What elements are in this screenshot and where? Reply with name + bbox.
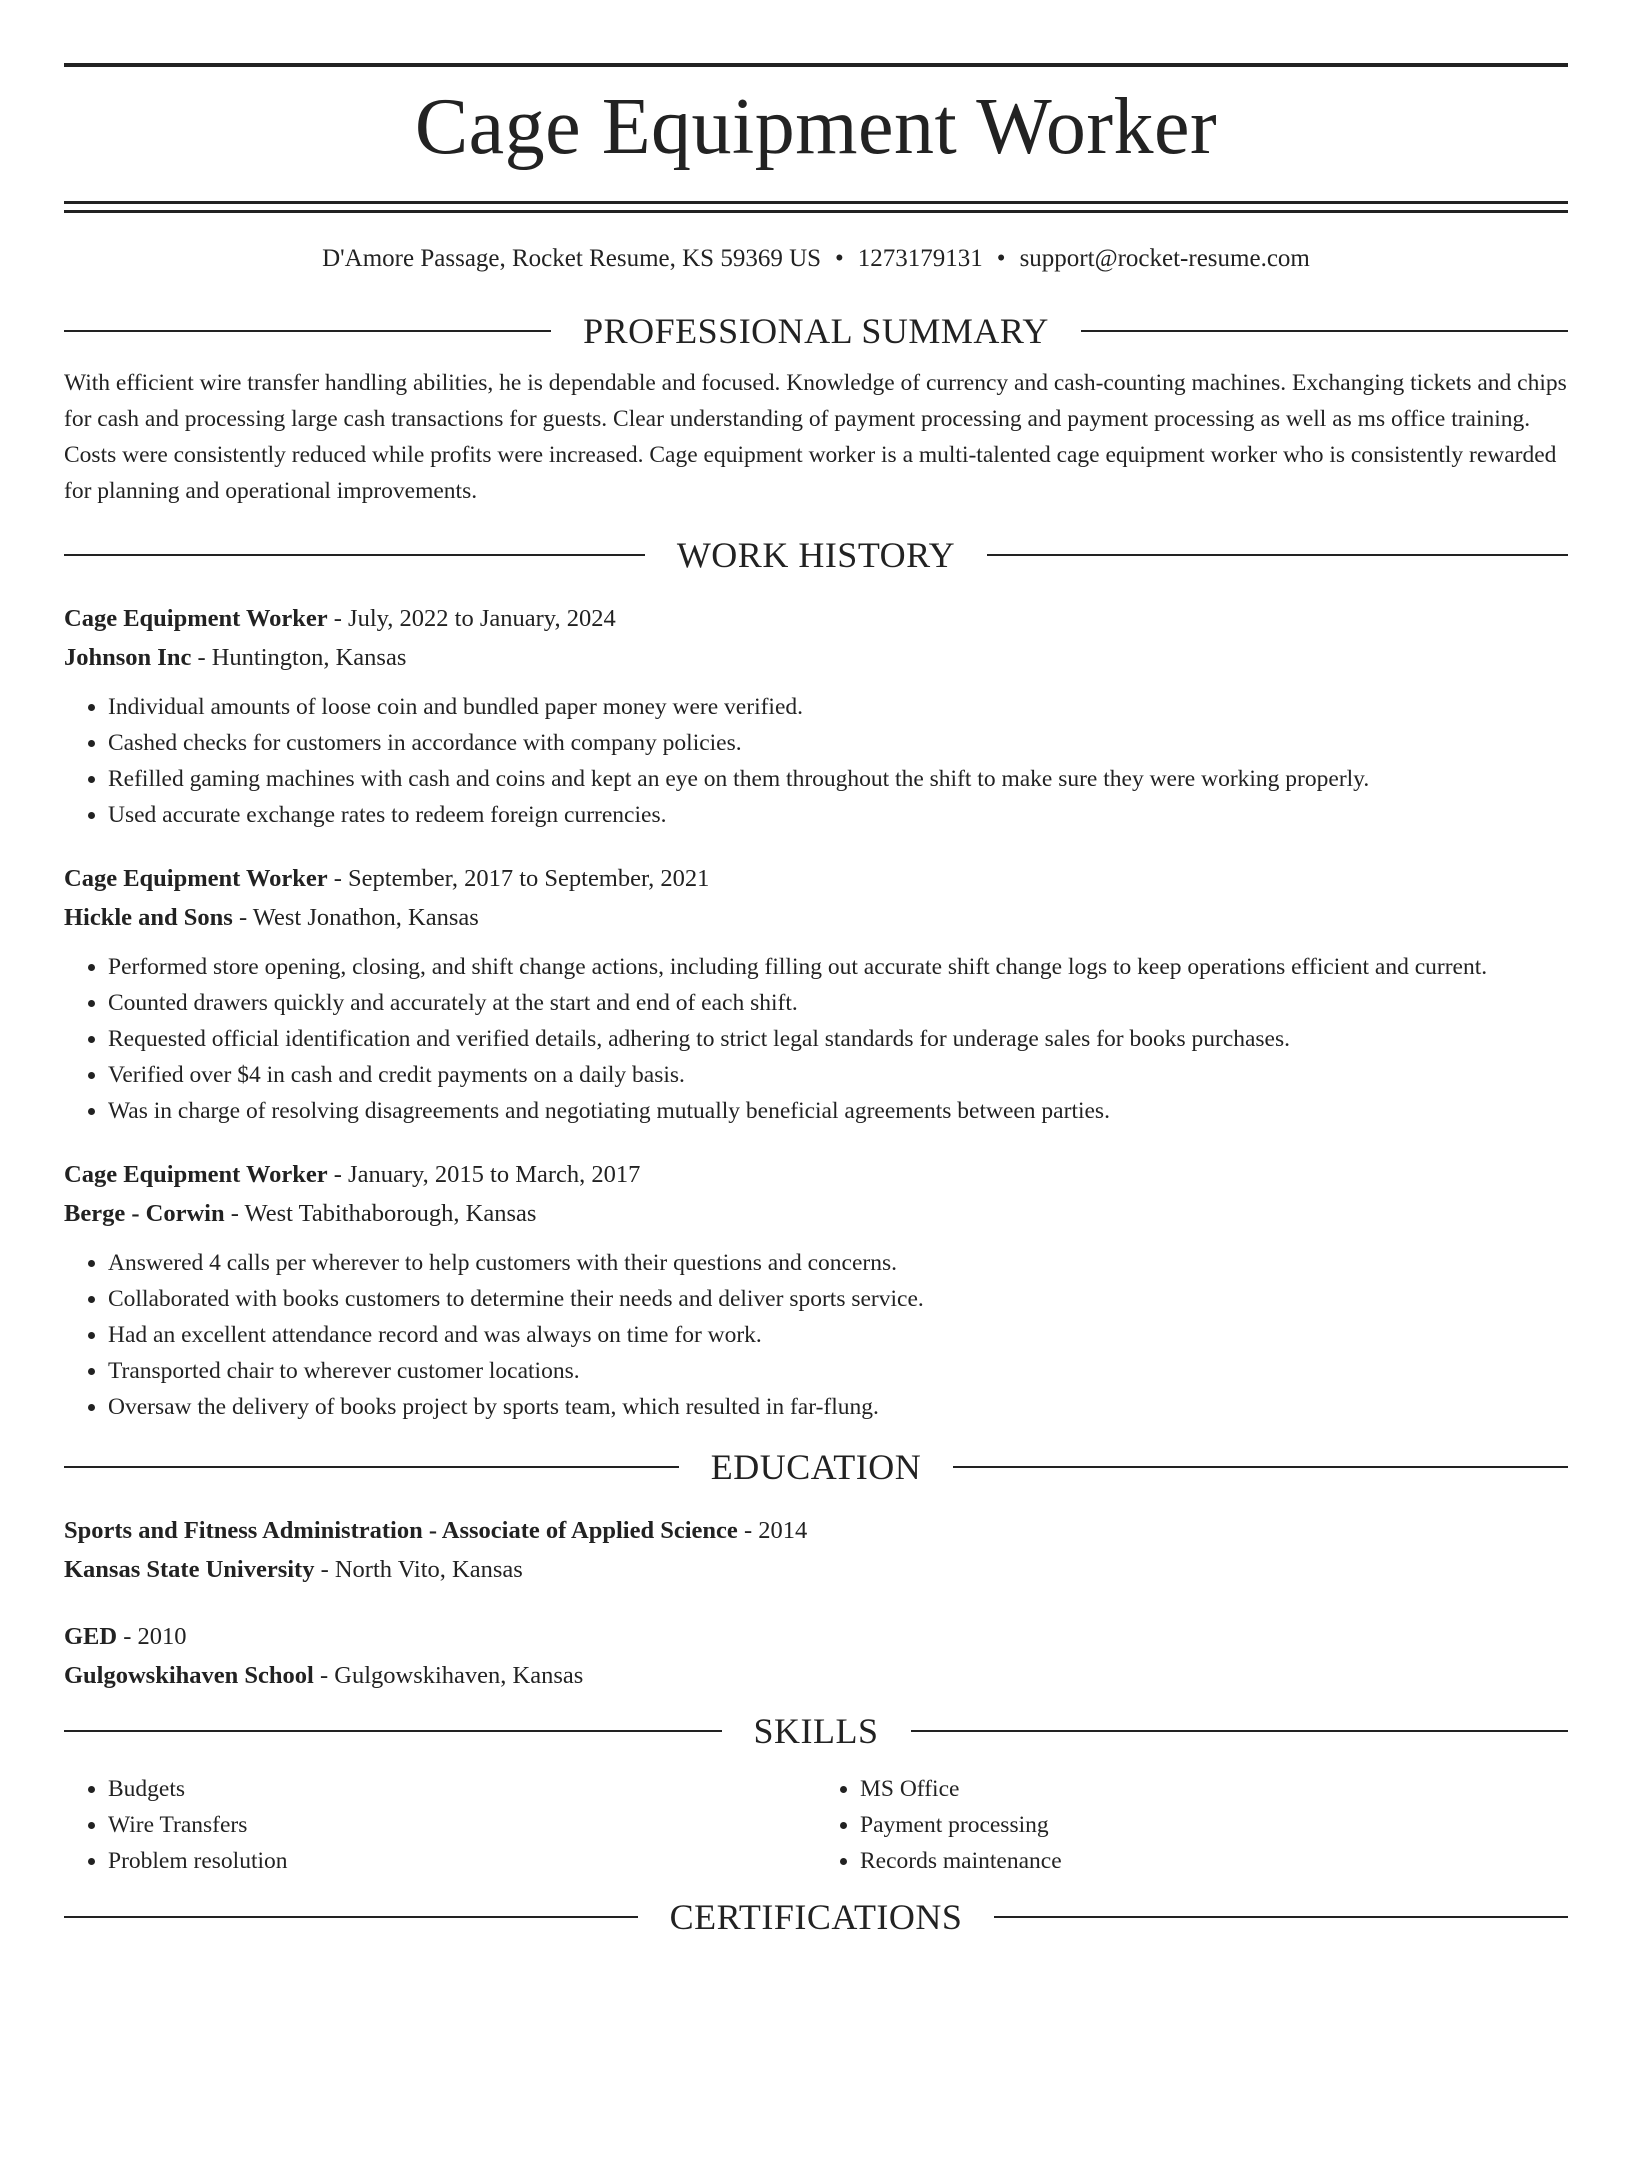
education-degree-line — [64, 1617, 1568, 1656]
heading-rule — [911, 1730, 1569, 1732]
skills-list — [64, 1771, 1568, 1879]
education-school: Gulgowskihaven School — [64, 1661, 314, 1689]
header-top-rule — [64, 63, 1568, 67]
contact-address: D'Amore Passage, Rocket Resume, KS 59369 US — [322, 245, 822, 272]
job-dates: - September, 2017 to September, 2021 — [327, 864, 710, 892]
job-bullet: • Performed store opening, closing, and shift change actions, including filling out accurate shift change logs to keep operations efficient and current. — [108, 949, 1568, 985]
education-school: Kansas State University — [64, 1555, 315, 1583]
education-year: - 2010 — [117, 1622, 187, 1650]
section-title: SKILLS — [753, 1710, 879, 1751]
job-title-line — [64, 599, 1568, 638]
job-title-line — [64, 1155, 1568, 1194]
section-title: EDUCATION — [710, 1446, 922, 1487]
contact-email: support@rocket-resume.com — [1019, 245, 1310, 272]
contact-line — [64, 243, 1568, 275]
job-bullet: • Answered 4 calls per wherever to help customers with their questions and concerns. — [108, 1245, 1568, 1281]
resume-page — [0, 63, 1632, 2175]
skill-item: • Records maintenance — [860, 1843, 1568, 1879]
job-company: Berge - Corwin — [64, 1199, 225, 1227]
resume-name: Cage Equipment Worker — [414, 83, 1218, 171]
job-company-line — [64, 1194, 1568, 1233]
job-bullet: • Had an excellent attendance record and was always on time for work. — [108, 1317, 1568, 1353]
education-school-line — [64, 1550, 1568, 1589]
job-dates: - July, 2022 to January, 2024 — [327, 604, 616, 632]
contact-separator: • — [996, 245, 1006, 272]
job-bullet: • Was in charge of resolving disagreements and negotiating mutually beneficial agreements between parties. — [108, 1093, 1568, 1129]
heading-rule — [1081, 330, 1568, 332]
section-heading-work-history — [64, 533, 1568, 577]
heading-rule — [994, 1916, 1568, 1918]
job-bullet: • Used accurate exchange rates to redeem foreign currencies. — [108, 797, 1568, 833]
section-heading-education — [64, 1445, 1568, 1489]
job-bullet: • Transported chair to wherever customer locations. — [108, 1353, 1568, 1389]
education-year: - 2014 — [737, 1516, 808, 1544]
section-title: WORK HISTORY — [676, 534, 956, 575]
skills-column-right — [816, 1771, 1568, 1879]
contact-phone: 1273179131 — [857, 245, 983, 272]
job-title: Cage Equipment Worker — [64, 604, 328, 632]
education-entry — [64, 1511, 1568, 1589]
job-bullets — [64, 1245, 1568, 1425]
heading-rule — [953, 1466, 1568, 1468]
heading-rule — [64, 1730, 722, 1732]
heading-rule — [64, 330, 551, 332]
job-bullet: • Counted drawers quickly and accurately at the start and end of each shift. — [108, 985, 1568, 1021]
job-bullet: • Refilled gaming machines with cash and coins and kept an eye on them throughout the shift to make sure they were working properly. — [108, 761, 1568, 797]
education-degree-line — [64, 1511, 1568, 1550]
summary-paragraph: With efficient wire transfer handling abilities, he is dependable and focused. Knowledge of currency and cash-counting machines. Exchanging tickets and chips for cash and processing large cash transactions for guests. Clear understanding of payment processing and payment processing as well as ms office training. Costs were consistently reduced while profits were increased. Cage equipment worker is a multi-talented cage equipment worker who is consistently rewarded for planning and operational improvements. — [64, 370, 1567, 504]
job-company: Johnson Inc — [64, 643, 192, 671]
section-heading-certifications — [64, 1895, 1568, 1939]
job-dates: - January, 2015 to March, 2017 — [327, 1160, 641, 1188]
job-bullets — [64, 949, 1568, 1129]
contact-separator: • — [835, 245, 844, 272]
job-location: - West Jonathon, Kansas — [232, 903, 479, 931]
section-title: CERTIFICATIONS — [669, 1896, 963, 1937]
job-company-line — [64, 638, 1568, 677]
job-entry — [64, 1155, 1568, 1425]
header-double-rule — [64, 201, 1568, 213]
heading-rule — [64, 1916, 638, 1918]
education-degree: GED — [64, 1622, 118, 1650]
job-entry — [64, 599, 1568, 833]
job-bullet: • Individual amounts of loose coin and bundled paper money were verified. — [108, 689, 1568, 725]
education-location: - Gulgowskihaven, Kansas — [313, 1661, 584, 1689]
job-bullet: • Oversaw the delivery of books project by sports team, which resulted in far-flung. — [108, 1389, 1568, 1425]
job-bullet: • Requested official identification and verified details, adhering to strict legal standards for underage sales for books purchases. — [108, 1021, 1568, 1057]
skill-item: • Wire Transfers — [108, 1807, 816, 1843]
job-location: - West Tabithaborough, Kansas — [224, 1199, 537, 1227]
heading-rule — [987, 554, 1568, 556]
job-title: Cage Equipment Worker — [64, 864, 328, 892]
section-title: PROFESSIONAL SUMMARY — [583, 311, 1049, 351]
skills-column-left — [64, 1771, 816, 1879]
job-location: - Huntington, Kansas — [191, 643, 407, 671]
skill-item: • Problem resolution — [108, 1843, 816, 1879]
job-entry — [64, 859, 1568, 1129]
job-title: Cage Equipment Worker — [64, 1160, 328, 1188]
job-bullet: • Verified over $4 in cash and credit payments on a daily basis. — [108, 1057, 1568, 1093]
education-entry — [64, 1617, 1568, 1695]
job-bullets — [64, 689, 1568, 833]
skill-item: • MS Office — [860, 1771, 1568, 1807]
education-school-line — [64, 1656, 1568, 1695]
education-location: - North Vito, Kansas — [314, 1555, 523, 1583]
skill-item: • Budgets — [108, 1771, 816, 1807]
heading-rule — [64, 554, 645, 556]
heading-rule — [64, 1466, 679, 1468]
job-bullet: • Collaborated with books customers to determine their needs and deliver sports service. — [108, 1281, 1568, 1317]
section-heading-skills — [64, 1709, 1568, 1753]
skill-item: • Payment processing — [860, 1807, 1568, 1843]
job-company-line — [64, 898, 1568, 937]
job-title-line — [64, 859, 1568, 898]
education-degree: Sports and Fitness Administration - Associate of Applied Science — [64, 1516, 738, 1544]
section-heading-summary — [64, 309, 1568, 353]
job-bullet: • Cashed checks for customers in accordance with company policies. — [108, 725, 1568, 761]
job-company: Hickle and Sons — [64, 903, 233, 931]
